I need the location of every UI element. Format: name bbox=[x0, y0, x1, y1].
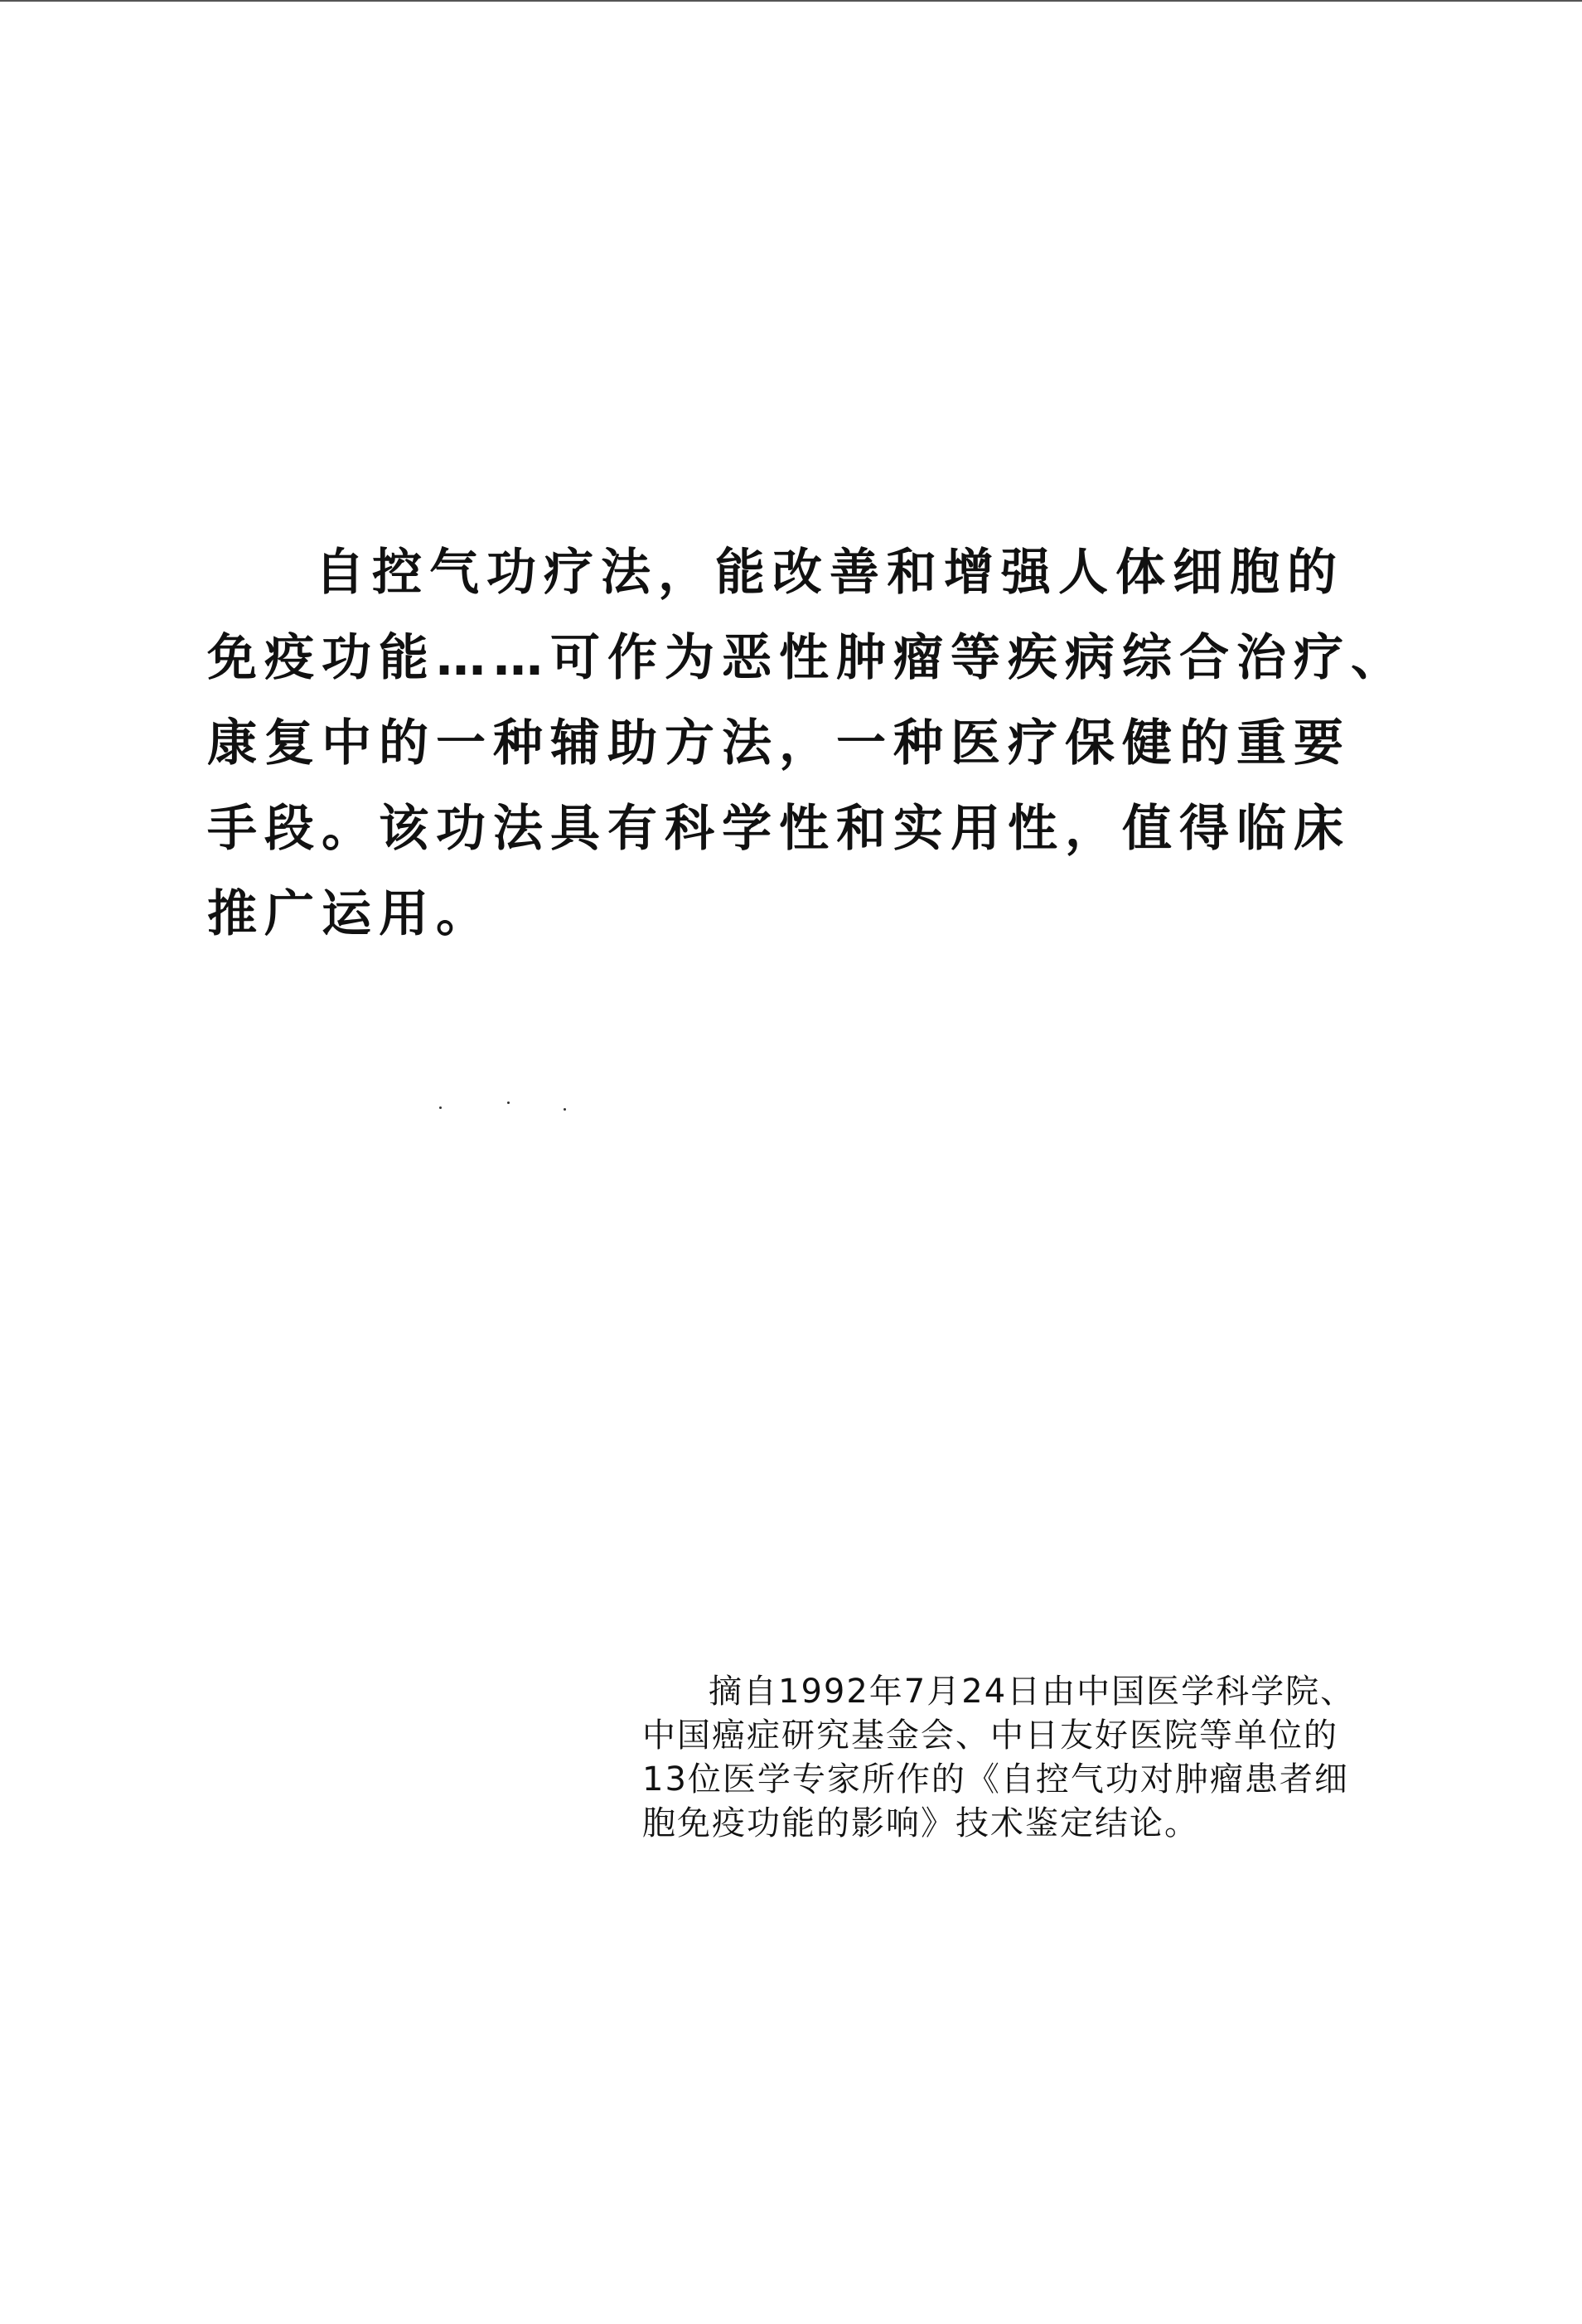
quote-line: 手段。该功法具有科学性和实用性，值得临床 bbox=[207, 800, 1351, 858]
source-line: 摘自1992年7月24日由中国医学科学院、 bbox=[709, 1673, 1356, 1711]
source-line: 13位医学专家所作的《自控气功对肿瘤患者细 bbox=[642, 1760, 1349, 1799]
scan-speck bbox=[564, 1108, 566, 1111]
scan-speck bbox=[439, 1106, 442, 1109]
top-rule bbox=[0, 0, 1582, 2]
quote-line: 自控气功疗法，能改善和增强人体细胞的 bbox=[315, 544, 1344, 602]
scan-speck bbox=[507, 1101, 510, 1104]
source-line: 胞免疫功能的影响》技术鉴定结论。 bbox=[642, 1804, 1199, 1842]
quote-line: 免疫功能……可作为恶性肿瘤等疾病综合治疗、 bbox=[207, 629, 1408, 687]
quote-line: 推广运用。 bbox=[207, 885, 493, 943]
quote-paragraph bbox=[207, 530, 1408, 957]
source-line: 中国癌症研究基金会、中日友好医院等单位的 bbox=[642, 1716, 1338, 1755]
quote-line: 康复中的一种辅助方法，一种医疗保健的重要 bbox=[207, 714, 1351, 772]
source-attribution bbox=[642, 1670, 1356, 1846]
scan-specks bbox=[439, 1098, 580, 1115]
